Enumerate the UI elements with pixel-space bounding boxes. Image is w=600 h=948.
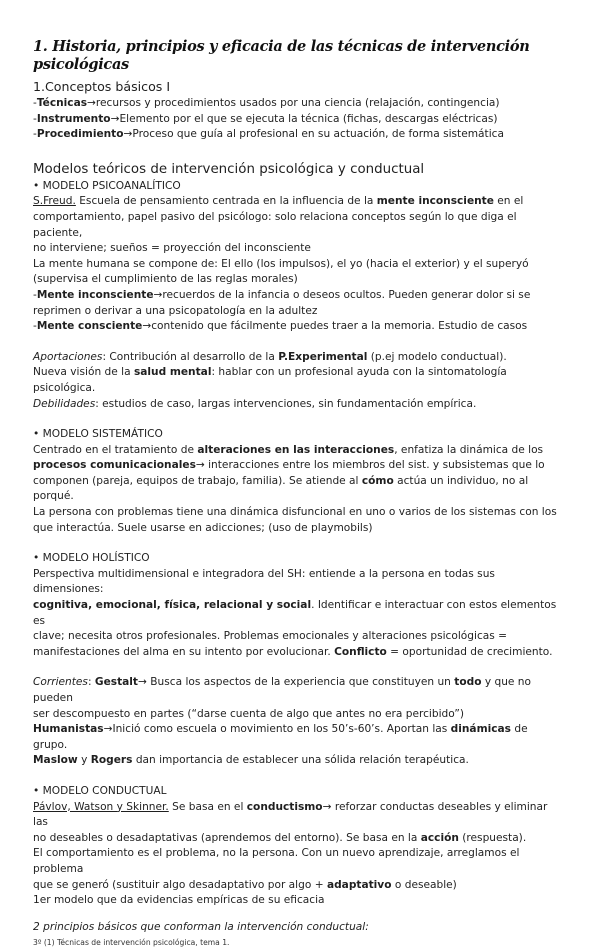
paragraph: no deseables o desadaptativas (aprendemos del entorno). Se basa en la acción (respuesta). [33, 831, 527, 844]
paragraph: cognitiva, emocional, física, relacional y social. Identificar e interactuar con estos elementos es [33, 599, 557, 627]
paragraph: Perspectiva multidimensional e integradora del SH: entiende a la persona en todas sus dimensiones: [33, 567, 495, 596]
paragraph: que se generó (sustituir algo desadaptativo por algo + adaptativo o deseable) [33, 878, 457, 891]
paragraph: Maslow y Rogers dan importancia de establecer una sólida relación terapéutica. [33, 754, 469, 767]
paragraph: S.Freud. Escuela de pensamiento centrada en la influencia de la mente inconsciente en el [33, 195, 524, 208]
paragraph: La persona con problemas tiene una dinámica disfuncional en uno o varios de los sistemas con los [33, 506, 557, 519]
paragraph: Nueva visión de la salud mental: hablar con un profesional ayuda con la sintomatología psicológica. [33, 366, 507, 394]
modelo-psicoanalitico-heading: • MODELO PSICOANALÍTICO [33, 179, 181, 192]
paragraph: no interviene; sueños = proyección del inconsciente [33, 242, 311, 255]
paragraph: que interactúa. Suele usarse en adicciones; (uso de playmobils) [33, 521, 373, 534]
section-conceptos-heading: 1.Conceptos básicos I [33, 79, 171, 94]
modelo-conductual-heading: • MODELO CONDUCTUAL [33, 784, 167, 797]
paragraph: procesos comunicacionales→ interacciones entre los miembros del sist. y subsistemas que lo [33, 459, 545, 472]
concept-item: -Instrumento→Elemento por el que se ejecuta la técnica (fichas, descargas eléctricas) [33, 112, 498, 125]
paragraph: comportamiento, papel pasivo del psicólogo: solo relaciona conceptos según lo que diga el paciente, [33, 210, 517, 239]
modelo-sistematico-heading: • MODELO SISTEMÁTICO [33, 428, 163, 441]
section-modelos-heading: Modelos teóricos de intervención psicológica y conductual [33, 161, 425, 177]
modelo-holistico-heading: • MODELO HOLÍSTICO [33, 552, 150, 565]
paragraph: reprimen o derivar a una psicopatología en la adultez [33, 304, 318, 317]
principios-heading: 2 principios básicos que conforman la intervención conductual: [33, 920, 369, 933]
paragraph: manifestaciones del alma en su intento por evolucionar. Conflicto = oportunidad de crecimiento. [33, 645, 553, 658]
paragraph: ser descompuesto en partes (“darse cuenta de algo que antes no era percibido”) [33, 707, 464, 720]
paragraph: componen (pareja, equipos de trabajo, familia). Se atiende al cómo actúa un individuo, no al porqué. [33, 474, 529, 503]
concept-item: -Técnicas→recursos y procedimientos usados por una ciencia (relajación, contingencia) [33, 97, 500, 109]
concept-item: -Procedimiento→Proceso que guía al profesional en su actuación, de forma sistemática [33, 128, 504, 141]
paragraph: -Mente inconsciente→recuerdos de la infancia o deseos ocultos. Pueden generar dolor si se [33, 288, 531, 301]
paragraph: Aportaciones: Contribución al desarrollo de la P.Experimental (p.ej modelo conductual). [33, 350, 507, 363]
paragraph: -Mente consciente→contenido que fácilmente puedes traer a la memoria. Estudio de casos [33, 320, 528, 333]
paragraph: Centrado en el tratamiento de alteraciones en las interacciones, enfatiza la dinámica de los [33, 443, 544, 456]
paragraph: 1er modelo que da evidencias empíricas de su eficacia [33, 894, 325, 907]
paragraph: Corrientes: Gestalt→ Busca los aspectos de la experiencia que constituyen un todo y que no pueden [33, 676, 532, 704]
paragraph: (supervisa el cumplimiento de las reglas morales) [33, 273, 298, 286]
paragraph: El comportamiento es el problema, no la persona. Con un nuevo aprendizaje, arreglamos el problema [33, 847, 520, 875]
paragraph: clave; necesita otros profesionales. Problemas emocionales y alteraciones psicológicas = [33, 630, 508, 643]
paragraph: La mente humana se compone de: El ello (los impulsos), el yo (hacia el exterior) y el superyó [33, 257, 529, 270]
document-title: 1. Historia, principios y eficacia de las técnicas de intervención psicológicas [33, 38, 530, 73]
paragraph: Humanistas→Inició como escuela o movimiento en los 50’s-60’s. Aportan las dinámicas de grupo. [33, 723, 528, 751]
page-footer: 3º (1) Técnicas de intervención psicológica, tema 1. [33, 938, 230, 948]
paragraph: Debilidades: estudios de caso, largas intervenciones, sin fundamentación empírica. [33, 397, 477, 410]
paragraph: Pávlov, Watson y Skinner. Se basa en el conductismo→ reforzar conductas deseables y eliminar las [33, 800, 548, 829]
